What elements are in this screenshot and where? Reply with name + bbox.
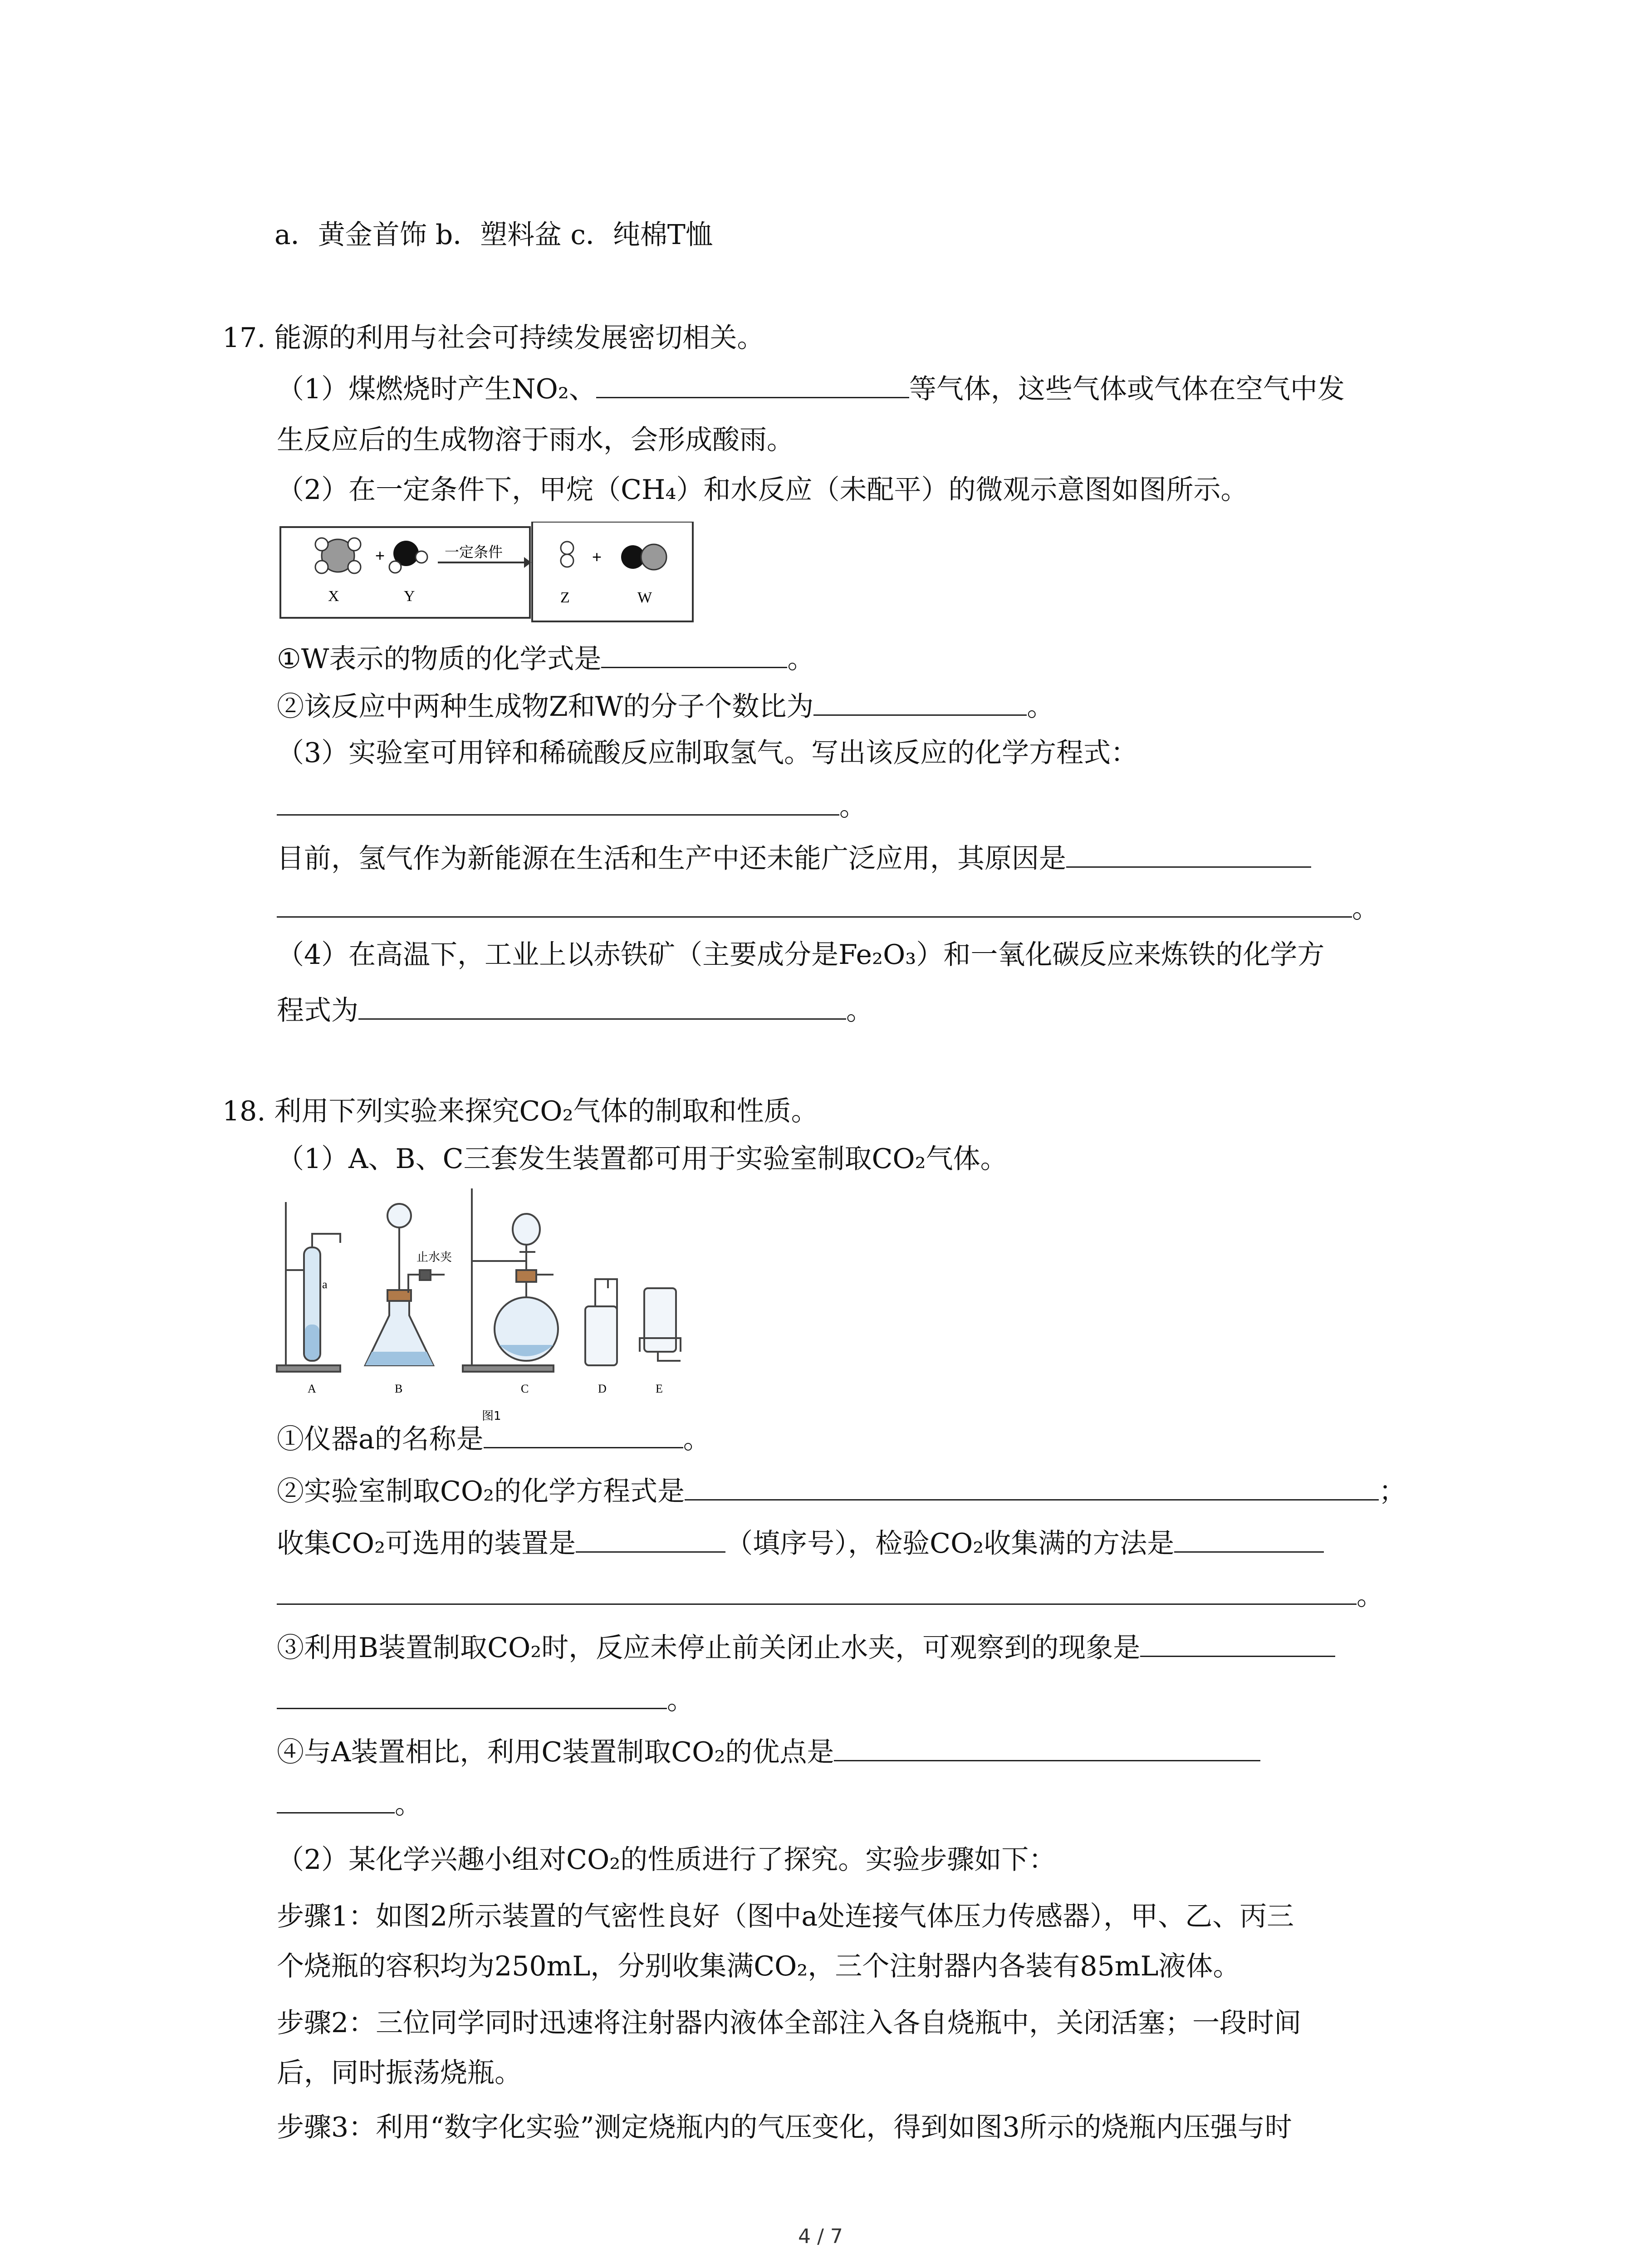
figure-caption: 图1 — [482, 1409, 501, 1423]
answer-blank-q17-1[interactable] — [596, 370, 909, 398]
q18-p1: （1）A、B、C三套发生装置都可用于实验室制取CO₂气体。 — [277, 1143, 1008, 1175]
q17-p4a: （4）在高温下，工业上以赤铁矿（主要成分是Fe₂O₃）和一氧化碳反应来炼铁的化学方 — [277, 939, 1325, 971]
answer-blank-q17-6[interactable] — [358, 991, 846, 1020]
q17-p1-text-a: （1）煤燃烧时产生NO₂、 — [277, 373, 596, 405]
period: 。 — [667, 1684, 694, 1716]
plus-sign-1: + — [375, 546, 385, 565]
q17-p3-blank-line — [277, 787, 867, 825]
q18-s4-cont — [277, 1681, 694, 1718]
products-box — [532, 522, 693, 621]
q17-p1-line — [277, 370, 1345, 407]
plus-sign-2: + — [592, 547, 602, 566]
period: 。 — [846, 995, 873, 1026]
q18-step1b: 个烧瓶的容积均为250mL，分别收集满CO₂，三个注射器内各装有85mL液体。 — [277, 1950, 1240, 1982]
q17-p2-1-text: ①W表示的物质的化学式是 — [277, 643, 602, 675]
q17-p3: （3）实验室可用锌和稀硫酸反应制取氢气。写出该反应的化学方程式： — [277, 737, 1138, 769]
label-b: B — [395, 1382, 403, 1395]
q18-s1-line — [277, 1420, 710, 1457]
answer-blank-q18-5[interactable] — [1140, 1628, 1335, 1657]
q17-p3b-text: 目前，氢气作为新能源在生活和生产中还未能广泛应用，其原因是 — [277, 843, 1066, 875]
q17-p1c: 生反应后的生成物溶于雨水，会形成酸雨。 — [277, 424, 794, 456]
q17-p3b-cont — [277, 889, 1379, 927]
q17-p4b-text: 程式为 — [277, 995, 358, 1026]
answer-blank-q18-1[interactable] — [484, 1420, 683, 1448]
q18-step3: 步骤3：利用“数字化实验”测定烧瓶内的气压变化，得到如图3所示的烧瓶内压强与时 — [277, 2112, 1292, 2143]
period: 。 — [395, 1789, 422, 1820]
apparatus-d — [585, 1279, 617, 1365]
q18-s5-cont — [277, 1785, 422, 1823]
label-clamp: 止水夹 — [416, 1251, 452, 1264]
hydrogen-molecule — [561, 542, 573, 567]
label-x: X — [328, 588, 339, 605]
q18-s2-line — [277, 1472, 1406, 1510]
period: 。 — [1352, 893, 1379, 924]
q17-p2-1-line — [277, 640, 814, 677]
answer-blank-q18-4[interactable] — [1174, 1524, 1324, 1553]
q17-p2: （2）在一定条件下，甲烷（CH₄）和水反应（未配平）的微观示意图如图所示。 — [277, 474, 1248, 506]
reaction-diagram — [279, 522, 696, 626]
answer-blank-q17-2[interactable] — [601, 640, 787, 668]
period: 。 — [787, 643, 815, 675]
label-z: Z — [560, 589, 570, 606]
q17-stem: 17. 能源的利用与社会可持续发展密切相关。 — [222, 322, 764, 354]
label-e: E — [656, 1382, 663, 1395]
q18-s5-text: ④与A装置相比，利用C装置制取CO₂的优点是 — [277, 1736, 834, 1768]
q18-s5-line — [277, 1733, 1260, 1770]
water-molecule — [389, 541, 427, 573]
label-y: Y — [404, 588, 415, 605]
q18-step1a: 步骤1：如图2所示装置的气密性良好（图中a处连接气体压力传感器），甲、乙、丙三 — [277, 1901, 1294, 1932]
apparatus-b — [365, 1204, 445, 1365]
q18-s3-text-a: 收集CO₂可选用的装置是 — [277, 1528, 576, 1559]
carbon-monoxide-molecule — [621, 544, 666, 570]
label-a: A — [308, 1382, 316, 1395]
q18-s3-text-b: （填序号），检验CO₂收集满的方法是 — [725, 1528, 1175, 1559]
period: 。 — [1027, 691, 1054, 723]
answer-blank-q17-5[interactable] — [1066, 839, 1311, 868]
answer-blank-q18-4b[interactable] — [277, 1576, 1357, 1605]
answer-blank-q18-6b[interactable] — [277, 1785, 395, 1813]
q17-p2-2-line — [277, 687, 1054, 725]
period: 。 — [1357, 1580, 1384, 1612]
page-number: 4 / 7 — [798, 2225, 843, 2248]
q17-p1-text-b: 等气体，这些气体或气体在空气中发 — [909, 373, 1345, 405]
arrow-label: 一定条件 — [445, 543, 503, 561]
q18-s1-text: ①仪器a的名称是 — [277, 1423, 484, 1455]
q16-options: a．黄金首饰 b．塑料盆 c．纯棉T恤 — [274, 219, 713, 251]
apparatus-e — [640, 1288, 681, 1361]
semicolon: ； — [1379, 1476, 1406, 1507]
apparatus-diagram — [272, 1188, 749, 1433]
q18-s4-line — [277, 1628, 1335, 1666]
q18-step2b: 后，同时振荡烧瓶。 — [277, 2057, 522, 2089]
q18-s3-cont — [277, 1576, 1384, 1614]
q17-p2-2-text: ②该反应中两种生成物Z和W的分子个数比为 — [277, 691, 814, 723]
q18-p2: （2）某化学兴趣小组对CO₂的性质进行了探究。实验步骤如下： — [277, 1844, 1056, 1876]
answer-blank-q18-6[interactable] — [834, 1733, 1260, 1761]
answer-blank-q18-2[interactable] — [685, 1472, 1379, 1501]
label-w: W — [637, 589, 652, 606]
answer-blank-q17-4[interactable] — [277, 787, 839, 816]
methane-molecule — [315, 538, 361, 573]
apparatus-c — [463, 1188, 558, 1372]
answer-blank-q17-3[interactable] — [813, 687, 1027, 716]
answer-blank-q18-3[interactable] — [576, 1524, 725, 1553]
label-c: C — [521, 1382, 529, 1395]
q18-s2-text: ②实验室制取CO₂的化学方程式是 — [277, 1476, 685, 1507]
q18-s3-line — [277, 1524, 1324, 1562]
q18-stem: 18. 利用下列实验来探究CO₂气体的制取和性质。 — [222, 1095, 818, 1127]
q18-step2a: 步骤2：三位同学同时迅速将注射器内液体全部注入各自烧瓶中，关闭活塞；一段时间 — [277, 2007, 1302, 2039]
q17-p4b-line — [277, 991, 873, 1029]
answer-blank-q17-5b[interactable] — [277, 889, 1352, 918]
period: 。 — [683, 1423, 710, 1455]
answer-blank-q18-5b[interactable] — [277, 1681, 667, 1709]
apparatus-a — [277, 1202, 340, 1372]
period: 。 — [839, 791, 867, 822]
q17-p3b-line — [277, 839, 1311, 877]
q18-s4-text: ③利用B装置制取CO₂时，反应未停止前关闭止水夹，可观察到的现象是 — [277, 1632, 1141, 1664]
label-instrument-a: a — [322, 1278, 328, 1291]
label-d: D — [598, 1382, 607, 1395]
